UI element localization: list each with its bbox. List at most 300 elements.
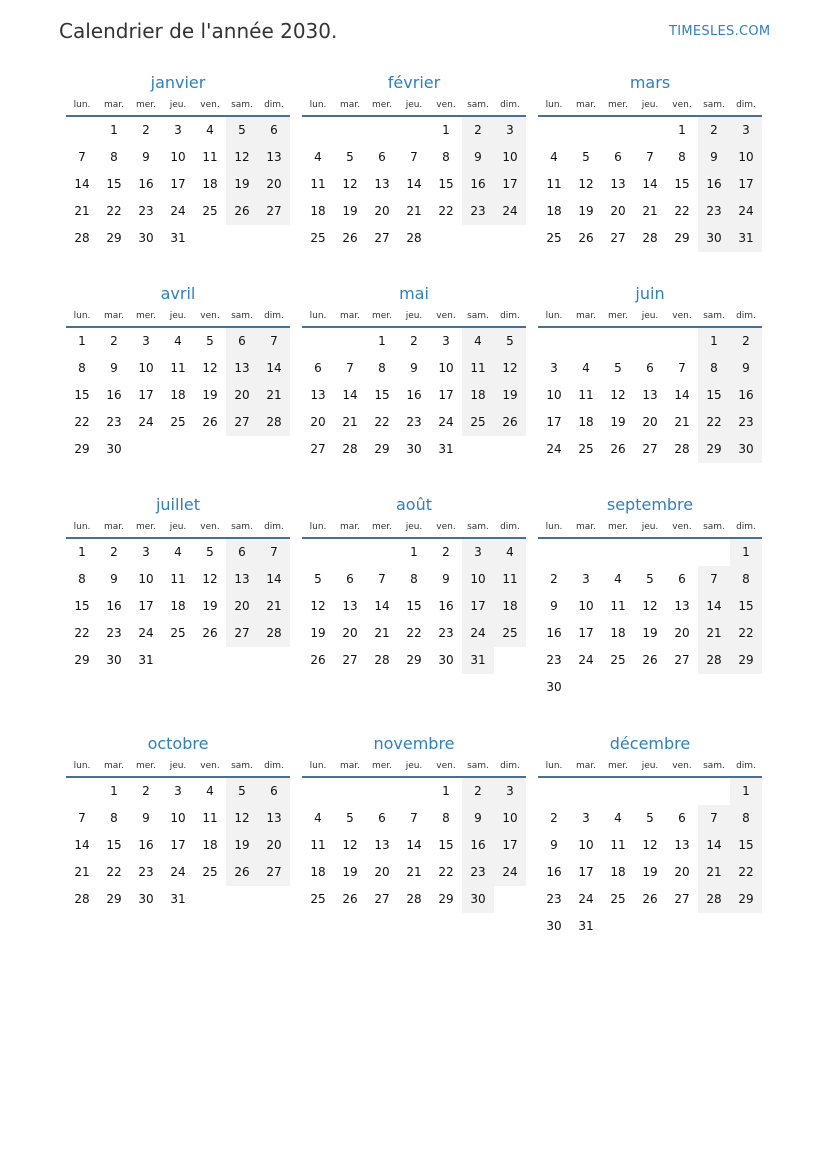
weekday-label: sam.: [231, 311, 253, 321]
day-cell: 6: [346, 572, 354, 586]
day-cell: 20: [674, 626, 690, 640]
weekday-label: mer.: [135, 311, 157, 321]
day-cell: 22: [674, 204, 690, 218]
day-cell: 6: [378, 811, 386, 825]
day-cell: 23: [546, 653, 562, 667]
day-cell: 15: [698, 382, 730, 409]
day-cell: 22: [438, 204, 454, 218]
day-cell: 9: [462, 805, 494, 832]
day-cell: 18: [170, 599, 186, 613]
day-cell: 31: [138, 653, 154, 667]
day-cell: 4: [314, 150, 322, 164]
day-cell: 21: [674, 415, 690, 429]
day-cell: 24: [138, 415, 154, 429]
day-cell: 2: [462, 778, 494, 805]
day-cell: 18: [170, 388, 186, 402]
day-cell: 27: [226, 409, 258, 436]
weekday-label: ven.: [672, 761, 692, 771]
day-grid: [66, 117, 290, 252]
weekday-label: sam.: [231, 761, 253, 771]
day-cell: 1: [730, 539, 762, 566]
empty-cell: [698, 778, 730, 805]
day-cell: 19: [310, 626, 326, 640]
weekday-label: jeu.: [405, 100, 423, 110]
weekday-label: jeu.: [405, 522, 423, 532]
month-name: novembre: [373, 734, 455, 753]
day-cell: 19: [494, 382, 526, 409]
weekday-label: lun.: [309, 311, 327, 321]
day-cell: 6: [614, 150, 622, 164]
day-cell: 7: [78, 811, 86, 825]
day-cell: 20: [374, 865, 390, 879]
day-cell: 6: [378, 150, 386, 164]
empty-cell: [258, 225, 290, 252]
weekday-label: dim.: [736, 311, 756, 321]
weekday-label: mer.: [607, 522, 629, 532]
empty-cell: [226, 886, 258, 913]
day-cell: 3: [494, 778, 526, 805]
day-cell: 7: [698, 566, 730, 593]
day-cell: 13: [674, 838, 690, 852]
day-cell: 28: [74, 231, 90, 245]
day-cell: 4: [462, 328, 494, 355]
weekday-label: lun.: [73, 522, 91, 532]
empty-cell: [570, 117, 602, 144]
day-cell: 30: [546, 919, 562, 933]
day-cell: 14: [674, 388, 690, 402]
day-cell: 24: [170, 865, 186, 879]
day-cell: 9: [442, 572, 450, 586]
weekday-label: sam.: [231, 522, 253, 532]
day-cell: 10: [578, 838, 594, 852]
day-cell: 7: [646, 150, 654, 164]
day-cell: 27: [642, 442, 658, 456]
day-cell: 15: [74, 599, 90, 613]
day-cell: 31: [438, 442, 454, 456]
weekday-header: [538, 95, 762, 117]
weekday-label: lun.: [309, 761, 327, 771]
day-cell: 2: [550, 572, 558, 586]
day-cell: 31: [730, 225, 762, 252]
empty-cell: [602, 117, 634, 144]
day-cell: 30: [138, 231, 154, 245]
day-cell: 20: [342, 626, 358, 640]
day-cell: 25: [202, 865, 218, 879]
day-cell: 4: [206, 123, 214, 137]
day-cell: 14: [342, 388, 358, 402]
month-3: [538, 72, 762, 252]
day-cell: 5: [614, 361, 622, 375]
weekday-label: jeu.: [641, 100, 659, 110]
day-cell: 27: [610, 231, 626, 245]
day-cell: 15: [730, 832, 762, 859]
day-cell: 12: [494, 355, 526, 382]
month-1: [66, 72, 290, 252]
day-cell: 26: [642, 653, 658, 667]
day-cell: 12: [202, 572, 218, 586]
weekday-label: mer.: [371, 522, 393, 532]
empty-cell: [602, 674, 634, 701]
day-cell: 28: [342, 442, 358, 456]
day-cell: 27: [374, 892, 390, 906]
day-cell: 5: [346, 150, 354, 164]
day-cell: 22: [74, 415, 90, 429]
day-cell: 3: [550, 361, 558, 375]
day-cell: 12: [342, 838, 358, 852]
day-cell: 23: [546, 892, 562, 906]
empty-cell: [66, 117, 98, 144]
day-cell: 14: [258, 566, 290, 593]
day-cell: 6: [678, 811, 686, 825]
weekday-label: sam.: [703, 100, 725, 110]
day-cell: 27: [674, 653, 690, 667]
empty-cell: [162, 647, 194, 674]
day-cell: 14: [642, 177, 658, 191]
month-name: août: [395, 495, 432, 514]
weekday-label: jeu.: [641, 311, 659, 321]
day-cell: 29: [730, 647, 762, 674]
day-cell: 26: [578, 231, 594, 245]
day-cell: 4: [314, 811, 322, 825]
day-cell: 20: [226, 593, 258, 620]
site-link[interactable]: TIMESLES.COM: [669, 24, 771, 39]
day-cell: 22: [374, 415, 390, 429]
day-cell: 17: [462, 593, 494, 620]
day-cell: 28: [406, 231, 422, 245]
weekday-header: [66, 517, 290, 539]
day-cell: 14: [406, 838, 422, 852]
day-cell: 26: [610, 442, 626, 456]
day-cell: 25: [462, 409, 494, 436]
day-cell: 29: [374, 442, 390, 456]
day-grid: [302, 539, 526, 674]
day-cell: 4: [550, 150, 558, 164]
month-name: octobre: [147, 734, 209, 753]
day-cell: 12: [202, 361, 218, 375]
month-name: septembre: [606, 495, 694, 514]
day-cell: 31: [462, 647, 494, 674]
empty-cell: [494, 886, 526, 913]
day-cell: 11: [202, 811, 218, 825]
day-cell: 21: [342, 415, 358, 429]
day-cell: 18: [310, 865, 326, 879]
day-cell: 10: [138, 361, 154, 375]
day-cell: 16: [138, 838, 154, 852]
day-cell: 30: [438, 653, 454, 667]
day-cell: 23: [106, 415, 122, 429]
day-cell: 25: [610, 892, 626, 906]
empty-cell: [462, 436, 494, 463]
empty-cell: [398, 778, 430, 805]
day-cell: 26: [642, 892, 658, 906]
day-cell: 18: [610, 865, 626, 879]
weekday-label: dim.: [736, 100, 756, 110]
day-cell: 19: [642, 865, 658, 879]
empty-cell: [398, 117, 430, 144]
day-cell: 3: [442, 334, 450, 348]
day-cell: 21: [642, 204, 658, 218]
day-cell: 16: [546, 865, 562, 879]
month-2: [302, 72, 526, 252]
day-cell: 28: [258, 409, 290, 436]
day-cell: 4: [174, 334, 182, 348]
day-cell: 16: [138, 177, 154, 191]
day-cell: 23: [698, 198, 730, 225]
month-6: [538, 283, 762, 463]
day-cell: 15: [730, 593, 762, 620]
day-cell: 1: [78, 334, 86, 348]
day-cell: 7: [410, 150, 418, 164]
day-cell: 28: [74, 892, 90, 906]
day-cell: 24: [170, 204, 186, 218]
weekday-label: dim.: [500, 522, 520, 532]
day-cell: 19: [202, 388, 218, 402]
empty-cell: [194, 436, 226, 463]
day-cell: 6: [314, 361, 322, 375]
empty-cell: [366, 117, 398, 144]
day-cell: 8: [110, 811, 118, 825]
day-cell: 3: [730, 117, 762, 144]
day-cell: 1: [678, 123, 686, 137]
weekday-label: ven.: [200, 522, 220, 532]
day-cell: 21: [406, 865, 422, 879]
day-cell: 17: [546, 415, 562, 429]
day-grid: [66, 778, 290, 913]
weekday-label: jeu.: [405, 761, 423, 771]
day-cell: 24: [730, 198, 762, 225]
day-cell: 17: [170, 838, 186, 852]
day-cell: 20: [226, 382, 258, 409]
empty-cell: [538, 778, 570, 805]
weekday-label: dim.: [736, 522, 756, 532]
day-cell: 8: [378, 361, 386, 375]
day-cell: 11: [202, 150, 218, 164]
weekday-label: mar.: [339, 311, 361, 321]
day-cell: 1: [110, 123, 118, 137]
day-cell: 30: [406, 442, 422, 456]
day-cell: 6: [226, 328, 258, 355]
empty-cell: [634, 328, 666, 355]
day-cell: 5: [646, 572, 654, 586]
day-cell: 28: [674, 442, 690, 456]
weekday-label: dim.: [500, 100, 520, 110]
day-grid: [302, 328, 526, 463]
day-cell: 7: [258, 539, 290, 566]
day-cell: 10: [494, 144, 526, 171]
day-cell: 13: [374, 838, 390, 852]
empty-cell: [226, 436, 258, 463]
day-cell: 15: [438, 177, 454, 191]
empty-cell: [538, 328, 570, 355]
day-cell: 18: [494, 593, 526, 620]
month-4: [66, 283, 290, 463]
day-cell: 30: [138, 892, 154, 906]
weekday-label: jeu.: [169, 100, 187, 110]
empty-cell: [302, 539, 334, 566]
empty-cell: [730, 674, 762, 701]
day-cell: 20: [610, 204, 626, 218]
day-cell: 10: [170, 811, 186, 825]
day-cell: 11: [310, 838, 326, 852]
weekday-label: dim.: [264, 761, 284, 771]
day-cell: 13: [258, 144, 290, 171]
day-cell: 1: [378, 334, 386, 348]
day-cell: 18: [578, 415, 594, 429]
weekday-label: ven.: [436, 761, 456, 771]
day-cell: 10: [546, 388, 562, 402]
empty-cell: [162, 436, 194, 463]
weekday-label: dim.: [264, 522, 284, 532]
day-cell: 3: [462, 539, 494, 566]
weekday-label: mar.: [339, 522, 361, 532]
day-cell: 14: [406, 177, 422, 191]
empty-cell: [666, 328, 698, 355]
weekday-label: mar.: [103, 522, 125, 532]
day-cell: 29: [106, 892, 122, 906]
empty-cell: [334, 117, 366, 144]
day-cell: 8: [410, 572, 418, 586]
day-cell: 11: [610, 838, 626, 852]
weekday-label: sam.: [467, 761, 489, 771]
empty-cell: [334, 778, 366, 805]
day-cell: 25: [310, 231, 326, 245]
weekday-label: mer.: [607, 761, 629, 771]
empty-cell: [666, 539, 698, 566]
day-cell: 25: [170, 626, 186, 640]
empty-cell: [634, 913, 666, 940]
day-cell: 10: [578, 599, 594, 613]
day-cell: 5: [206, 334, 214, 348]
day-cell: 23: [462, 198, 494, 225]
day-cell: 5: [226, 117, 258, 144]
day-cell: 11: [170, 572, 186, 586]
day-cell: 15: [106, 177, 122, 191]
empty-cell: [258, 886, 290, 913]
weekday-label: jeu.: [405, 311, 423, 321]
weekday-header: [538, 306, 762, 328]
day-cell: 13: [374, 177, 390, 191]
weekday-label: mar.: [575, 522, 597, 532]
empty-cell: [430, 225, 462, 252]
day-cell: 3: [582, 811, 590, 825]
day-cell: 29: [674, 231, 690, 245]
weekday-label: ven.: [672, 100, 692, 110]
day-cell: 8: [698, 355, 730, 382]
day-cell: 20: [310, 415, 326, 429]
day-cell: 5: [646, 811, 654, 825]
day-cell: 16: [106, 599, 122, 613]
day-cell: 15: [106, 838, 122, 852]
day-cell: 14: [698, 832, 730, 859]
day-cell: 17: [578, 626, 594, 640]
day-cell: 20: [258, 171, 290, 198]
weekday-label: dim.: [264, 100, 284, 110]
day-cell: 29: [698, 436, 730, 463]
day-cell: 12: [310, 599, 326, 613]
day-cell: 23: [138, 865, 154, 879]
day-cell: 25: [494, 620, 526, 647]
weekday-label: mar.: [575, 311, 597, 321]
day-cell: 1: [698, 328, 730, 355]
day-cell: 29: [74, 442, 90, 456]
page-title: Calendrier de l'année 2030.: [59, 19, 338, 43]
day-cell: 20: [642, 415, 658, 429]
day-cell: 23: [730, 409, 762, 436]
empty-cell: [462, 225, 494, 252]
day-cell: 14: [374, 599, 390, 613]
day-cell: 22: [438, 865, 454, 879]
weekday-label: mar.: [103, 761, 125, 771]
weekday-label: ven.: [436, 100, 456, 110]
day-grid: [66, 539, 290, 674]
weekday-label: jeu.: [169, 761, 187, 771]
day-cell: 4: [614, 572, 622, 586]
day-cell: 20: [674, 865, 690, 879]
day-cell: 15: [406, 599, 422, 613]
day-cell: 17: [438, 388, 454, 402]
day-cell: 25: [202, 204, 218, 218]
day-cell: 12: [226, 805, 258, 832]
day-cell: 8: [78, 361, 86, 375]
empty-cell: [194, 886, 226, 913]
day-cell: 23: [462, 859, 494, 886]
day-cell: 19: [642, 626, 658, 640]
day-cell: 22: [74, 626, 90, 640]
weekday-header: [538, 756, 762, 778]
empty-cell: [258, 647, 290, 674]
month-name: mars: [629, 73, 671, 92]
weekday-label: sam.: [467, 100, 489, 110]
day-cell: 2: [462, 117, 494, 144]
day-cell: 6: [258, 778, 290, 805]
day-cell: 12: [642, 838, 658, 852]
day-cell: 4: [206, 784, 214, 798]
empty-cell: [634, 117, 666, 144]
day-cell: 5: [314, 572, 322, 586]
day-cell: 16: [730, 382, 762, 409]
day-cell: 10: [730, 144, 762, 171]
weekday-label: jeu.: [641, 522, 659, 532]
day-cell: 19: [226, 832, 258, 859]
day-cell: 25: [310, 892, 326, 906]
day-cell: 31: [170, 231, 186, 245]
empty-cell: [258, 436, 290, 463]
day-cell: 9: [410, 361, 418, 375]
day-cell: 28: [406, 892, 422, 906]
day-cell: 24: [578, 892, 594, 906]
day-cell: 13: [342, 599, 358, 613]
day-cell: 7: [346, 361, 354, 375]
day-cell: 6: [678, 572, 686, 586]
day-cell: 6: [646, 361, 654, 375]
day-cell: 28: [374, 653, 390, 667]
weekday-header: [66, 95, 290, 117]
empty-cell: [302, 328, 334, 355]
day-cell: 31: [170, 892, 186, 906]
month-name: juin: [635, 284, 665, 303]
day-cell: 21: [74, 204, 90, 218]
day-grid: [538, 539, 762, 701]
empty-cell: [302, 117, 334, 144]
weekday-label: lun.: [545, 522, 563, 532]
month-name: février: [387, 73, 441, 92]
empty-cell: [730, 913, 762, 940]
day-cell: 30: [106, 442, 122, 456]
day-cell: 8: [110, 150, 118, 164]
day-cell: 20: [374, 204, 390, 218]
empty-cell: [494, 225, 526, 252]
weekday-label: mer.: [371, 311, 393, 321]
